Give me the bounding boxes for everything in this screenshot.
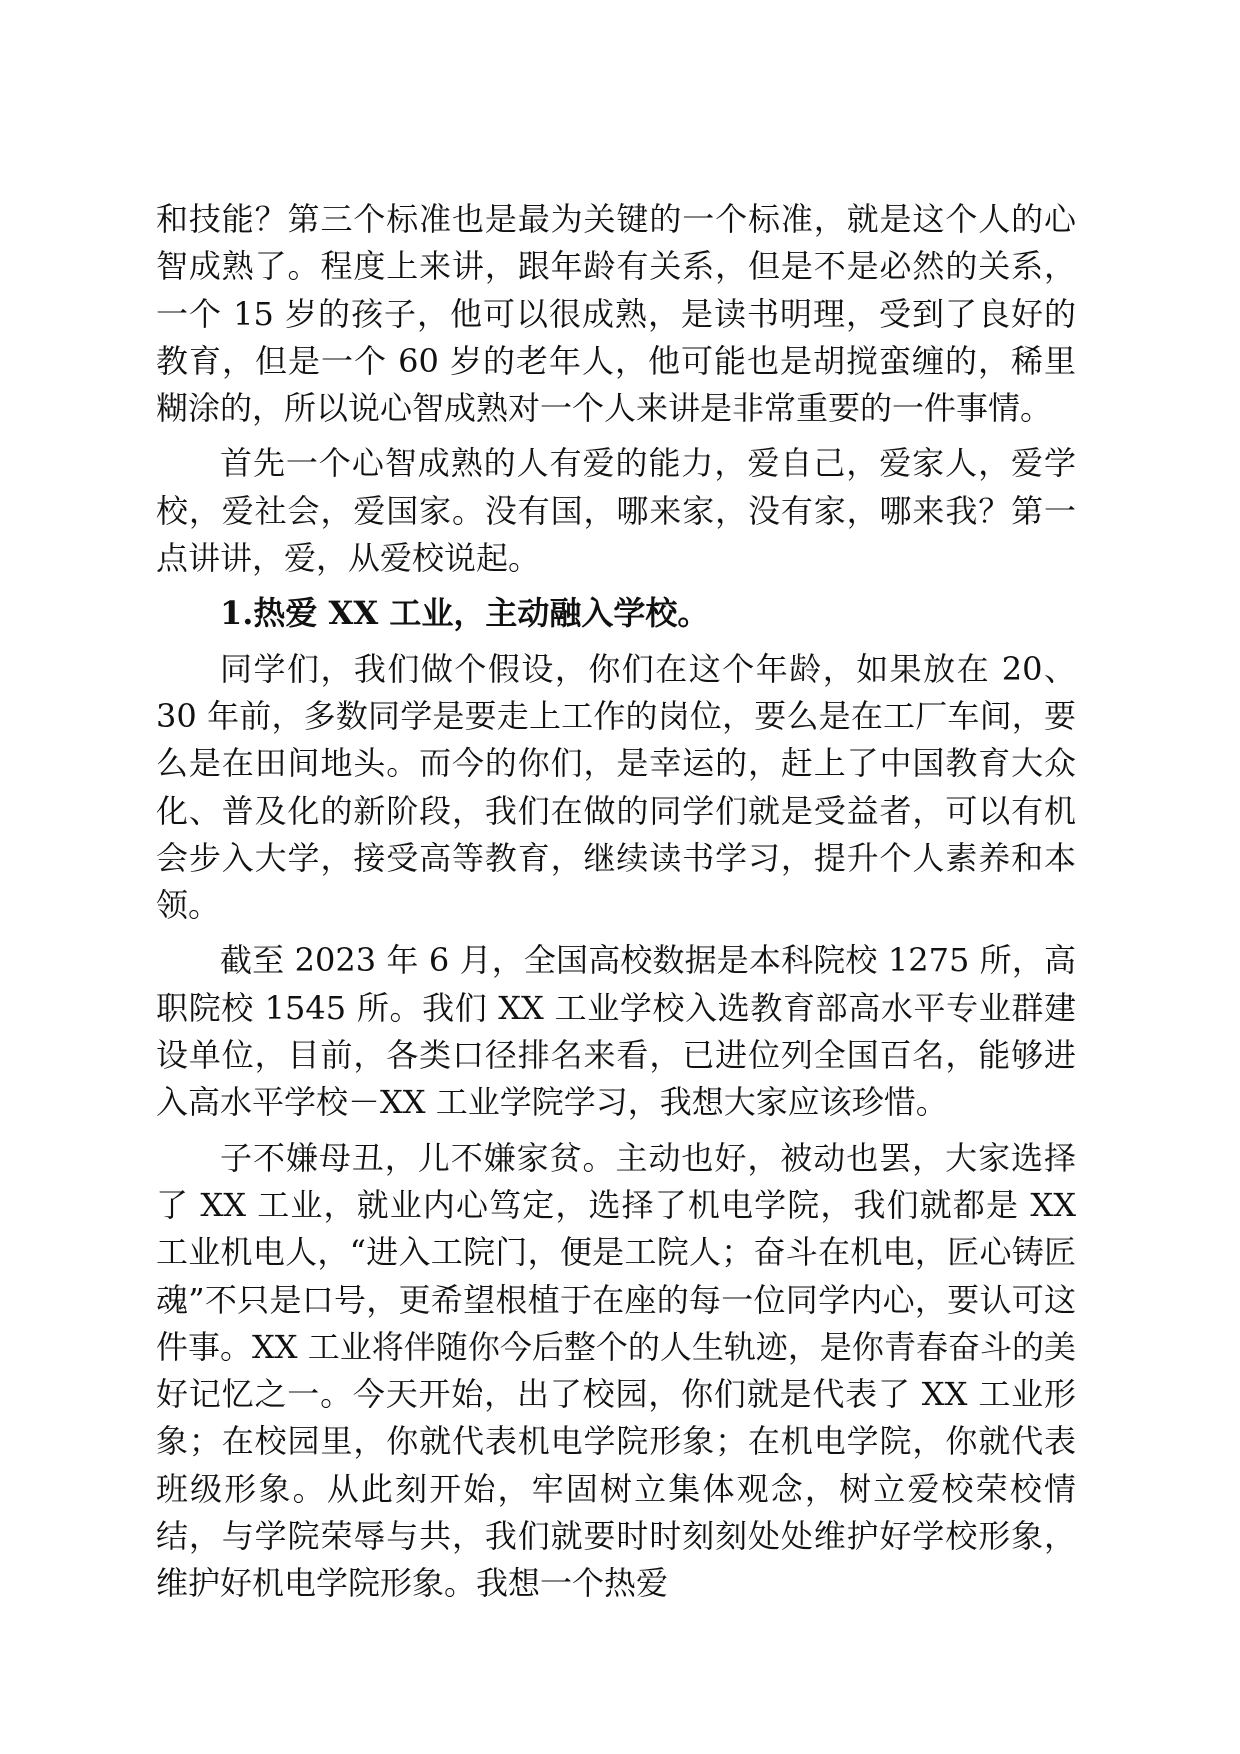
paragraph-2: 首先一个心智成熟的人有爱的能力，爱自己，爱家人，爱学校，爱社会，爱国家。没有国，哪来家，没有家，哪来我？第一点讲讲，爱，从爱校说起。 [156, 444, 1076, 578]
paragraph-4: 截至 2023 年 6 月，全国高校数据是本科院校 1275 所，高职院校 1545 所。我们 XX 工业学校入选教育部高水平专业群建设单位，目前，各类口径排名来看，已进位列全国百名，能够进入高水平学校－XX 工业学院学习，我想大家应该珍惜。 [156, 941, 1076, 1122]
paragraph-1: 和技能？第三个标准也是最为关键的一个标准，就是这个人的心智成熟了。程度上来讲，跟年龄有关系，但是不是必然的关系，一个 15 岁的孩子，他可以很成熟，是读书明理，受到了良好的教育，但是一个 60 岁的老年人，他可能也是胡搅蛮缠的，稀里糊涂的，所以说心智成熟对一个人来讲是非常重要的一件事情。 [156, 200, 1076, 428]
section-heading: 1.热爱 XX 工业，主动融入学校。 [220, 594, 710, 633]
paragraph-3: 同学们，我们做个假设，你们在这个年龄，如果放在 20、30 年前，多数同学是要走上工作的岗位，要么是在工厂车间，要么是在田间地头。而今的你们，是幸运的，赶上了中国教育大众化、普及化的新阶段，我们在做的同学们就是受益者，可以有机会步入大学，接受高等教育，继续读书学习，提升个人素养和本领。 [156, 649, 1076, 925]
document-page [156, 196, 1076, 1608]
paragraph-5: 子不嫌母丑，儿不嫌家贫。主动也好，被动也罢，大家选择了 XX 工业，就业内心笃定，选择了机电学院，我们就都是 XX 工业机电人，“进入工院门，便是工院人；奋斗在机电，匠心铸匠魂”不只是口号，更希望根植于在座的每一位同学内心，要认可这件事。XX 工业将伴随你今后整个的人生轨迹，是你青春奋斗的美好记忆之一。今天开始，出了校园，你们就是代表了 XX 工业形象；在校园里，你就代表机电学院形象；在机电学院，你就代表班级形象。从此刻开始，牢固树立集体观念，树立爱校荣校情结，与学院荣辱与共，我们就要时时刻刻处处维护好学校形象，维护好机电学院形象。我想一个热爱 [156, 1138, 1076, 1603]
